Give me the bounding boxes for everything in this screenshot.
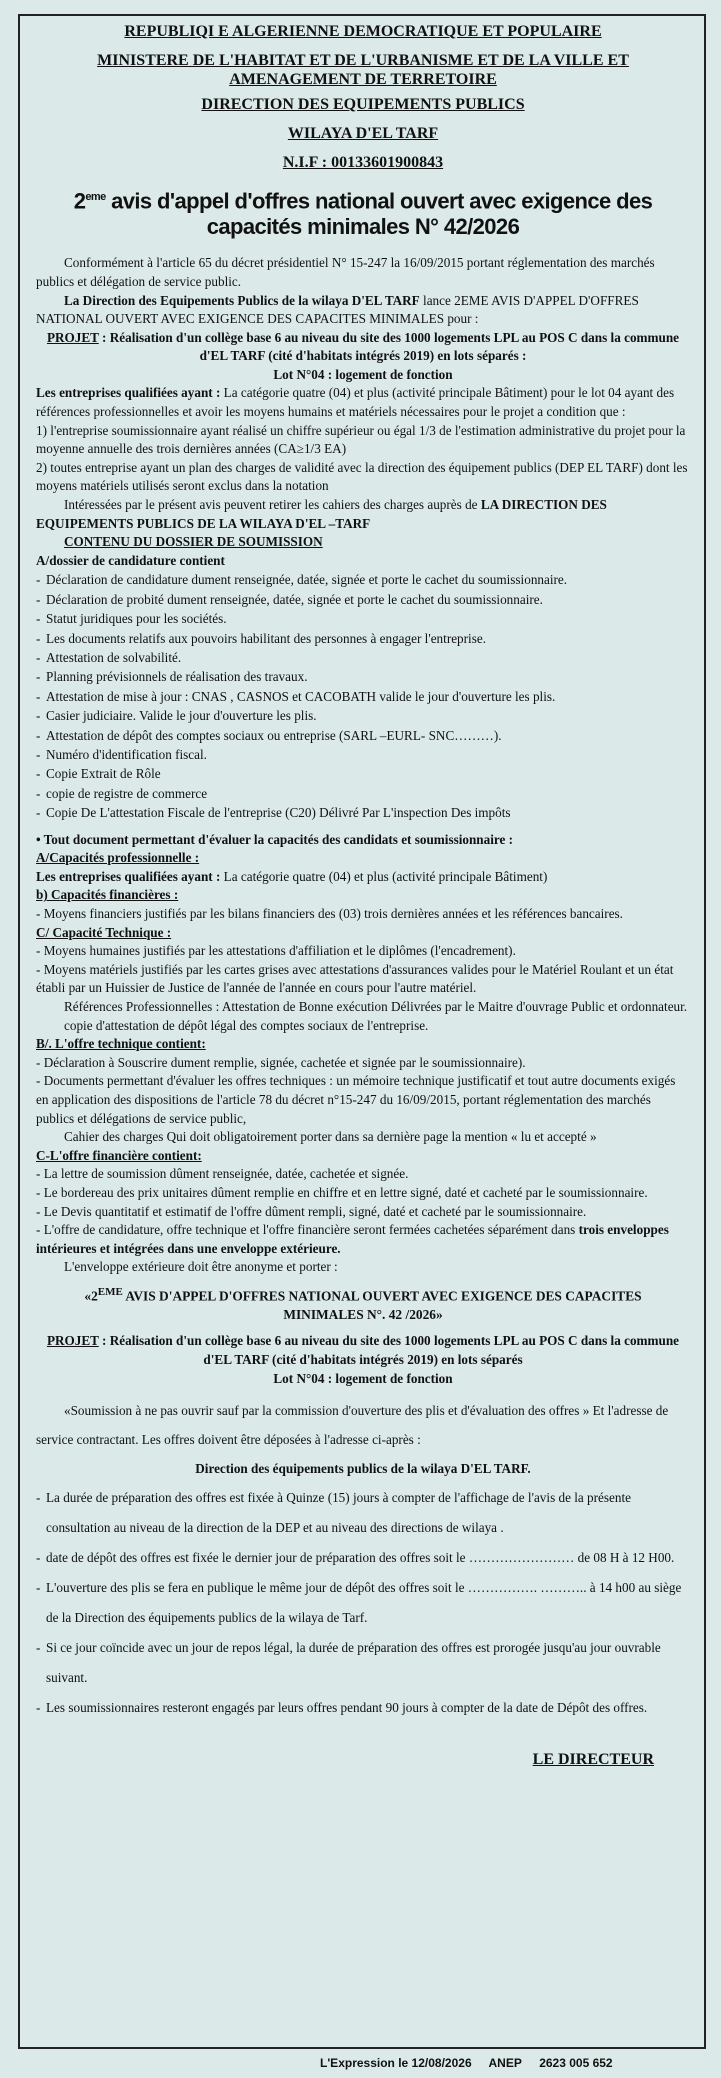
dossier-item: - Statut juridiques pour les sociétés. — [36, 609, 690, 628]
repeat-project-line: PROJET : Réalisation d'un collège base 6 au niveau du site des 1000 logements LPL au POS C dans la commune d'EL TARF (cité d'habitats intégrés 2019) en lots séparés — [46, 1333, 680, 1368]
financial-offer-2: - Le bordereau des prix unitaires dûment remplie en chiffre et en lettre signé, daté et cacheté par le soumissionnaire. — [36, 1184, 648, 1200]
dossier-list — [36, 570, 690, 822]
dossier-item: - copie de registre de commerce — [36, 784, 690, 803]
newspaper-name: L'Expression le 12/08/2026 — [320, 2056, 472, 2070]
republic-header: REPUBLIQI E ALGERIENNE DEMOCRATIQUE ET POPULAIRE — [124, 23, 602, 40]
dossier-item: - Attestation de solvabilité. — [36, 648, 690, 667]
publication-footer — [320, 2056, 627, 2070]
ministry-header: MINISTERE DE L'HABITAT ET DE L'URBANISME ET DE LA VILLE ET AMENAGEMENT DE TERRETOIRE — [97, 52, 629, 88]
closing-item: - Si ce jour coïncide avec un jour de repos légal, la durée de préparation des offres est prorogée jusqu'au jour ouvrable suivant. — [36, 1633, 690, 1693]
launch-paragraph: La Direction des Equipements Publics de la wilaya D'EL TARF lance 2EME AVIS D'APPEL D'OFFRES NATIONAL OUVERT AVEC EXIGENCE DES CAPACITES MINIMALES pour : — [36, 292, 639, 327]
closing-item: - date de dépôt des offres est fixée le dernier jour de préparation des offres soit le …………………… de 08 H à 12 H00. — [36, 1543, 690, 1573]
direction-header: DIRECTION DES EQUIPEMENTS PUBLICS — [201, 96, 525, 113]
financial-offer-3: - Le Devis quantitatif et estimatif de l'offre dûment rempli, signé, daté et cacheté par le soumissionnaire. — [36, 1203, 587, 1219]
technical-offer-3: Cahier des charges Qui doit obligatoirement porter dans sa dernière page la mention « lu et accepté » — [64, 1129, 597, 1145]
financial-capacity-text: - Moyens financiers justifiés par les bilans financiers des (03) trois dernières années et les références bancaires. — [36, 906, 623, 922]
notice-title: 2eme avis d'appel d'offres national ouvert avec exigence des capacités minimales N° 42/2026 — [73, 188, 653, 240]
wilaya-header: WILAYA D'EL TARF — [287, 125, 439, 142]
dossier-item: - Casier judiciaire. Valide le jour d'ouverture les plis. — [36, 706, 690, 725]
closing-list — [36, 1483, 690, 1723]
nif-number: N.I.F : 00133601900843 — [282, 154, 444, 171]
financial-offer-4: - L'offre de candidature, offre technique et l'offre financière seront fermées cachetées séparément dans trois enveloppes intérieures et intégrées dans une enveloppe extérieure. — [36, 1222, 669, 1256]
technical-capacity-human: - Moyens humaines justifiés par les attestations d'affiliation et le diplômes (l'encadrement). — [36, 943, 516, 959]
technical-capacity-label: C/ Capacité Technique : — [36, 924, 172, 940]
legal-basis: Conformément à l'article 65 du décret présidentiel N° 15-247 la 16/09/2015 portant réglementation des marchés publics et délégation de service public. — [36, 255, 655, 289]
dossier-item: - Numéro d'identification fiscal. — [36, 745, 690, 764]
closing-item: - Les soumissionnaires resteront engagés par leurs offres pendant 90 jours à compter de la date de Dépôt des offres. — [36, 1693, 690, 1723]
dossier-heading: CONTENU DU DOSSIER DE SOUMISSION — [64, 534, 323, 550]
financial-offer-1: - La lettre de soumission dûment renseignée, datée, cachetée et signée. — [36, 1166, 409, 1182]
envelope-note: L'enveloppe extérieure doit être anonyme et porter : — [64, 1259, 338, 1275]
dossier-item: - Les documents relatifs aux pouvoirs habilitant des personnes à engager l'entreprise. — [36, 629, 690, 648]
technical-offer-1: - Déclaration à Souscrire dument remplie, signée, cachetée et signée par le soumissionnaire). — [36, 1054, 526, 1070]
closing-item: - L'ouverture des plis se fera en publique le même jour de dépôt des offres soit le ……………. ……….. à 14 h00 au siège de la Direction des équipements publics de la wilaya de Tarf. — [36, 1573, 690, 1633]
financial-offer-label: C-L'offre financière contient: — [36, 1147, 202, 1163]
social-accounts-copy: copie d'attestation de dépôt légal des comptes sociaux de l'entreprise. — [64, 1017, 429, 1033]
professional-capacity-text: Les entreprises qualifiées ayant : La catégorie quatre (04) et plus (activité principale Bâtiment) — [36, 868, 548, 884]
condition-1: 1) l'entreprise soumissionnaire ayant réalisé un chiffre supérieur ou égal 1/3 de l'estimation administrative du projet pour la moyenne annuelle des trois dernières années (CA≥1/3 EA) — [36, 422, 686, 457]
dossier-subheading: A/dossier de candidature contient — [36, 552, 225, 568]
closing-paragraph: «Soumission à ne pas ouvrir sauf par la commission d'ouverture des plis et d'évaluation des offres » Et l'adresse de service contractant. Les offres doivent être déposées à l'adresse ci-après : — [36, 1403, 669, 1448]
ad-reference: 2623 005 652 — [539, 2056, 613, 2070]
dossier-item: - Planning prévisionnels de réalisation des travaux. — [36, 667, 690, 686]
dossier-item: - Déclaration de probité dument renseignée, datée, signée et porte le cachet du soumissionnaire. — [36, 590, 690, 609]
dossier-item: - Copie Extrait de Rôle — [36, 764, 690, 783]
financial-capacity-label: b) Capacités financières : — [36, 887, 179, 903]
dossier-item: - Attestation de mise à jour : CNAS , CASNOS et CACOBATH valide le jour d'ouverture les plis. — [36, 687, 690, 706]
repeat-title: «2EME AVIS D'APPEL D'OFFRES NATIONAL OUVERT AVEC EXIGENCE DES CAPACITES MINIMALES N°. 42 /2026» — [84, 1285, 642, 1323]
signature-block: LE DIRECTEUR — [532, 1750, 654, 1768]
agency-name: ANEP — [488, 2056, 522, 2070]
professional-references: Références Professionnelles : Attestation de Bonne exécution Délivrées par le Maitre d'ouvrage Public et ordonnateur. — [64, 999, 688, 1015]
dossier-item: - Attestation de dépôt des comptes sociaux ou entreprise (SARL –EURL- SNC………). — [36, 726, 690, 745]
interest-paragraph: Intéressées par le présent avis peuvent retirer les cahiers des charges auprès de LA DIRECTION DES EQUIPEMENTS PUBLICS DE LA WILAYA D'EL –TARF — [36, 497, 607, 531]
professional-capacity-label: A/Capacités professionnelle : — [36, 850, 200, 866]
repeat-lot-line: Lot N°04 : logement de fonction — [273, 1370, 453, 1386]
notice-frame — [18, 14, 706, 2049]
qualification-paragraph: Les entreprises qualifiées ayant : La catégorie quatre (04) et plus (activité principale Bâtiment) pour le lot 04 ayant des références professionnelles et avoir les moyens humains et matériels nécessaires pour le projet a condition que : — [36, 385, 675, 420]
technical-offer-2: - Documents permettant d'évaluer les offres techniques : un mémoire technique justificatif et tout autre documents exigés en application des dispositions de l'article 78 du décret n°15-247 du 16/09/2015, portant réglementation des marchés publics et délégations de service public, — [36, 1073, 676, 1126]
dossier-item: - Déclaration de candidature dument renseignée, datée, signée et porte le cachet du soumissionnaire. — [36, 570, 690, 589]
condition-2: 2) toutes entreprise ayant un plan des charges de validité avec la direction des équipement publics (DEP EL TARF) dont les moyens matériels utilisés seront exclus dans la notation — [36, 459, 688, 494]
technical-offer-label: B/. L'offre technique contient: — [36, 1036, 206, 1052]
technical-capacity-material: - Moyens matériels justifiés par les cartes grises avec attestations d'assurances valides pour le Matériel Roulant et un état établi par un Huissier de Justice de l'année de l'année en cours pour l'autre matériel. — [36, 961, 674, 996]
evaluation-heading: • Tout document permettant d'évaluer la capacités des candidats et soumissionnaire : — [36, 831, 514, 847]
lot-line: Lot N°04 : logement de fonction — [273, 366, 453, 382]
closing-item: - La durée de préparation des offres est fixée à Quinze (15) jours à compter de l'affichage de l'avis de la présente consultation au niveau de la direction de la DEP et au niveau des directions de wilaya . — [36, 1483, 690, 1543]
deposit-address: Direction des équipements publics de la wilaya D'EL TARF. — [195, 1461, 531, 1477]
project-line: PROJET : Réalisation d'un collège base 6 au niveau du site des 1000 logements LPL au POS C dans la commune d'EL TARF (cité d'habitats intégrés 2019) en lots séparés : — [46, 329, 680, 364]
dossier-item: - Copie De L'attestation Fiscale de l'entreprise (C20) Délivré Par L'inspection Des impôts — [36, 803, 690, 822]
